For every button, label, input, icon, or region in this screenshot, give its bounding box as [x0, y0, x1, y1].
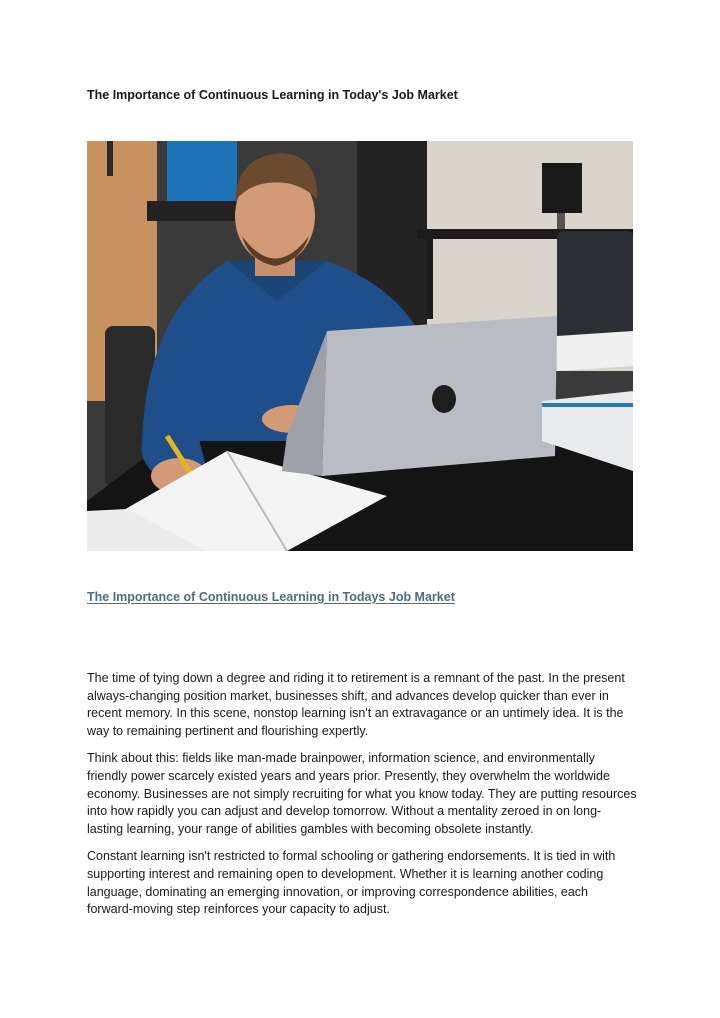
paragraph: Constant learning isn't restricted to formal schooling or gathering endorsements. It is tied in with supporting interest and remaining open to development. Whether it is learning another coding language, dominating an emerging innovation, or improving correspondence abilities, each forward-moving step reinforces your capacity to adjust. [87, 849, 616, 917]
hero-image [87, 141, 633, 551]
paragraph: The time of tying down a degree and riding it to retirement is a remnant of the past. In the present always-changing position market, businesses shift, and advances develop quicker than ever in recent memory. In this scene, nonstop learning isn't an extravagance or an untimely idea. It is the way to remaining pertinent and flourishing expertly. [87, 671, 625, 738]
article-body [87, 670, 637, 929]
paragraph: Think about this: fields like man-made brainpower, information science, and environmentally friendly power scarcely existed years and years prior. Presently, they overwhelm the worldwide economy. Businesses are not simply recruiting for what you know today. They are putting resources into how rapidly you can adjust and develop tomorrow. Without a mentality zeroed in on long-lasting learning, your range of abilities gambles with becoming obsolete instantly. [87, 751, 637, 836]
page-title: The Importance of Continuous Learning in Today's Job Market [87, 88, 458, 102]
article-heading-link[interactable]: The Importance of Continuous Learning in Todays Job Market [87, 590, 455, 604]
photo-man-working-on-laptop [87, 141, 633, 551]
